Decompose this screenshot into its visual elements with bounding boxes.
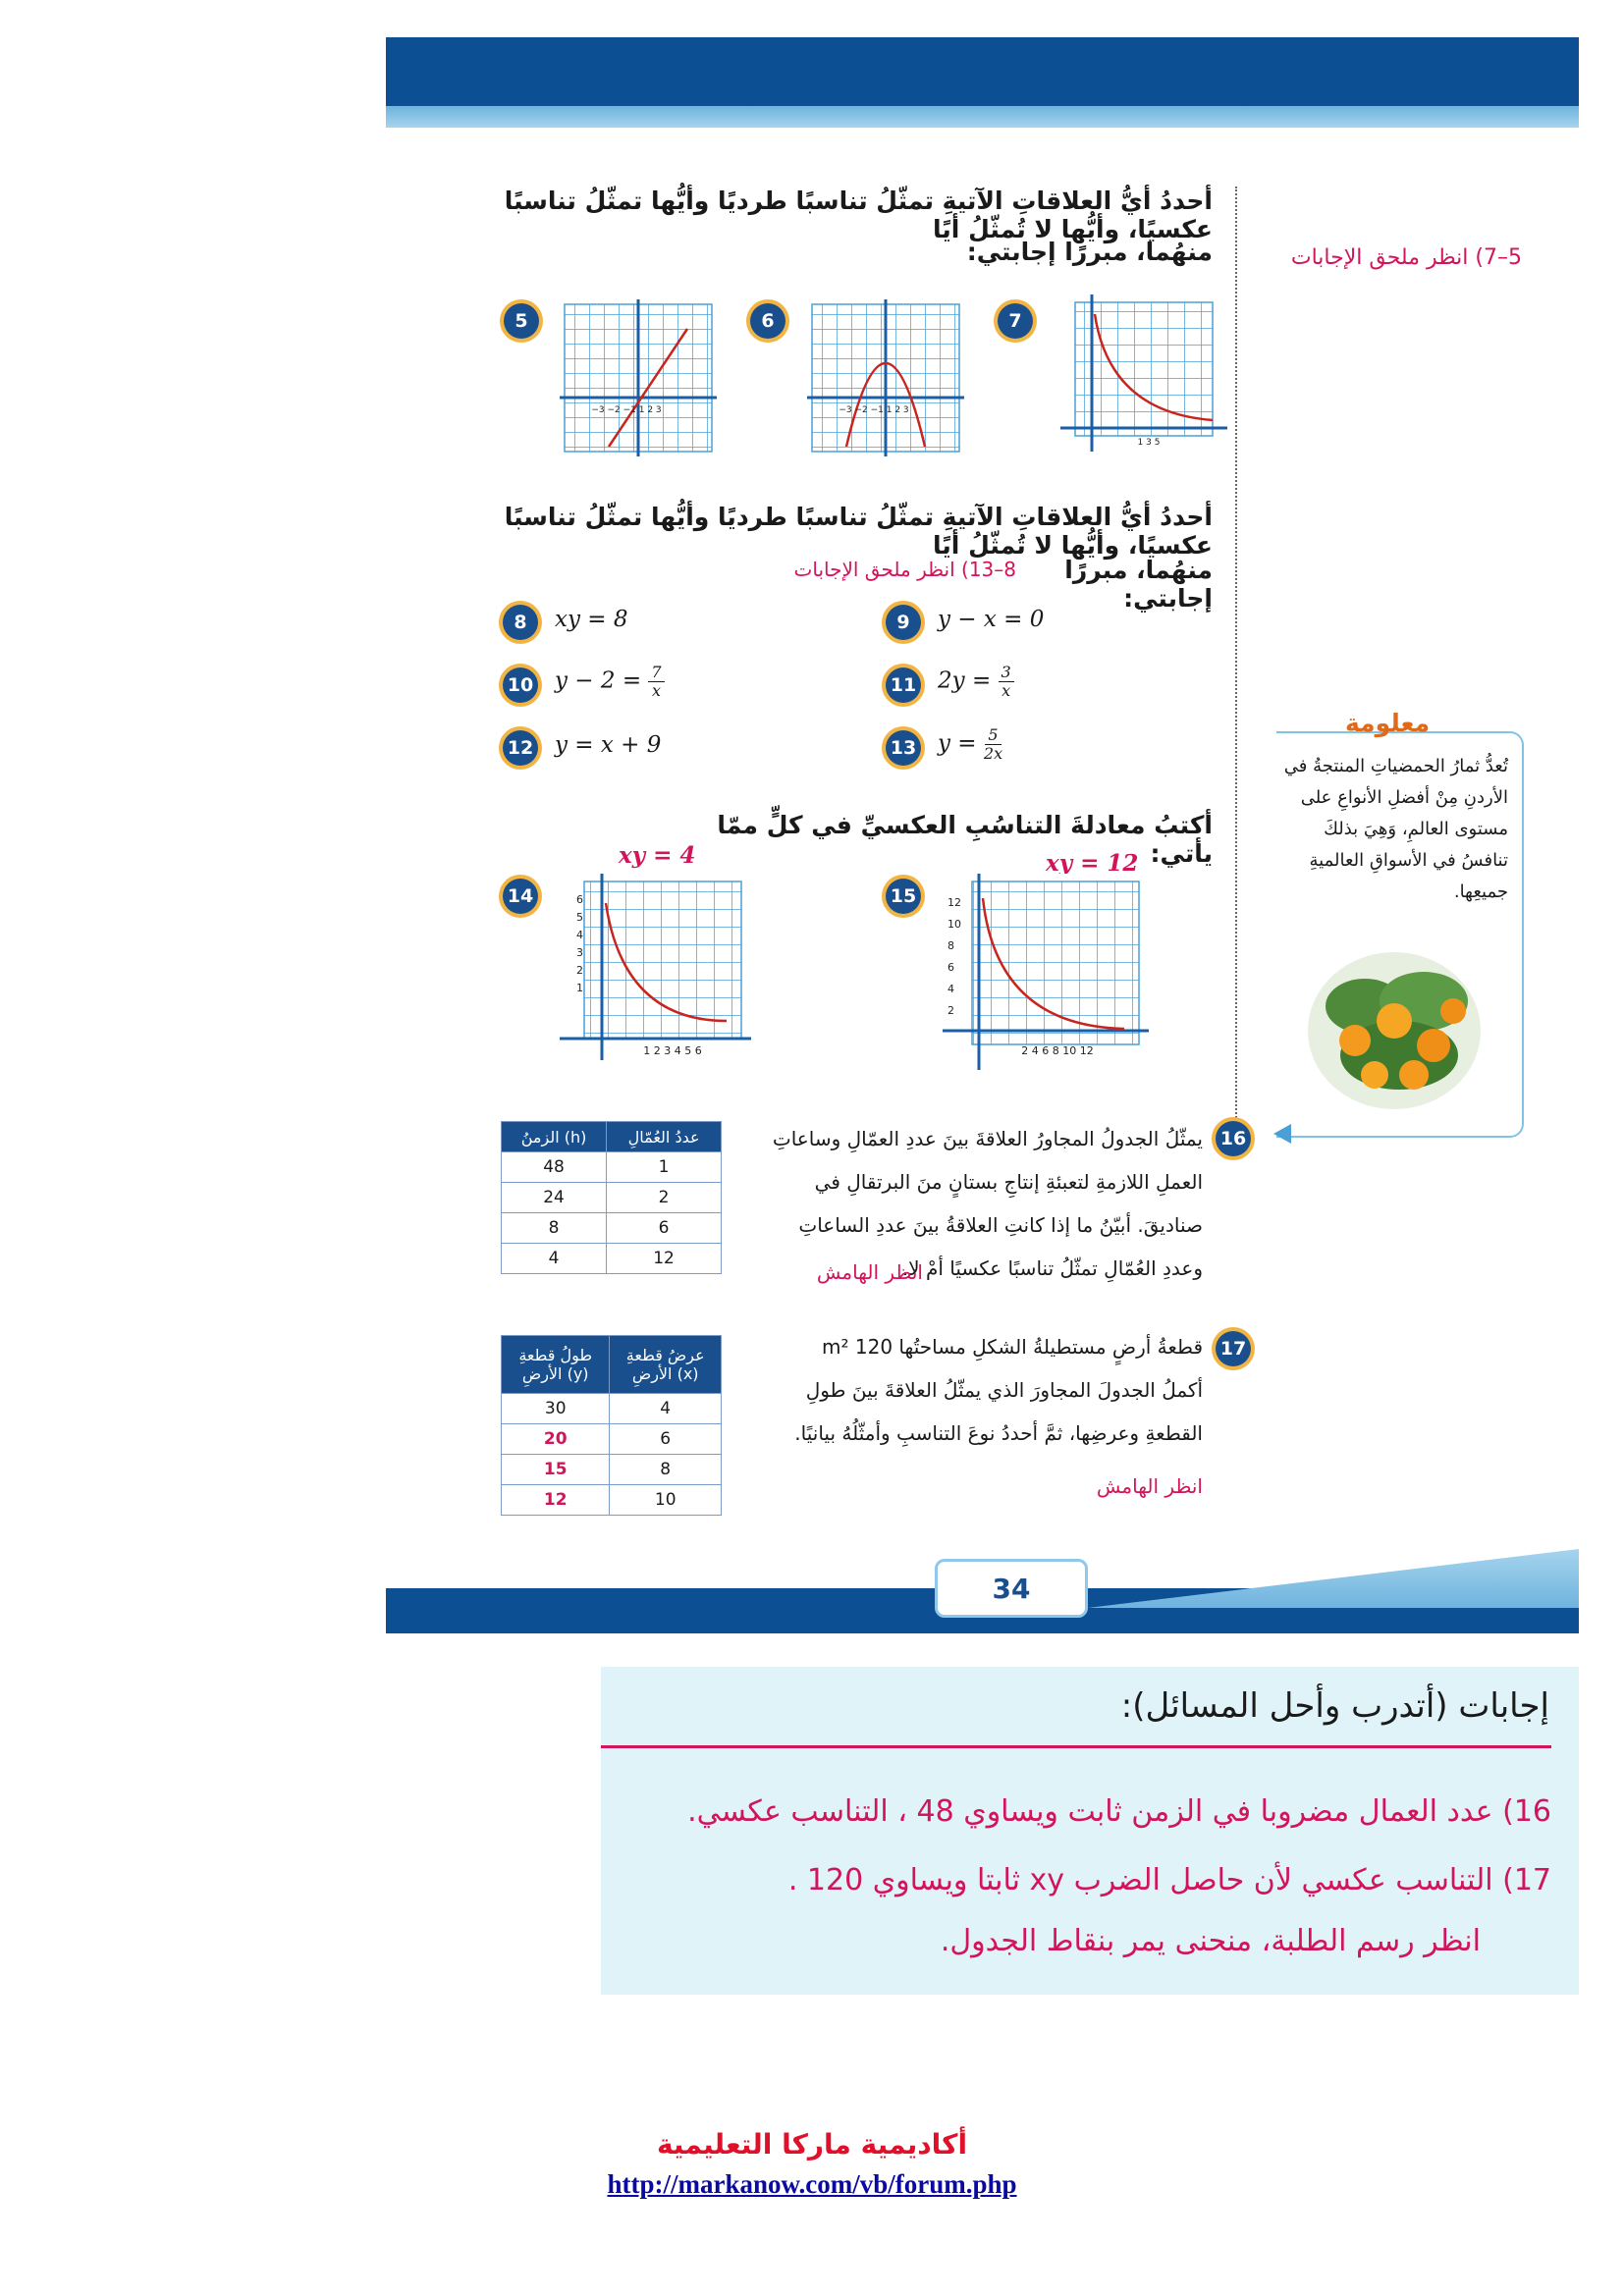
graph14-xticks: 1 2 3 4 5 6 <box>643 1044 702 1057</box>
question-number-11: 11 <box>886 667 921 703</box>
graph15-ytick-2: 2 <box>947 1004 954 1017</box>
q16-cell: 4 <box>502 1244 607 1274</box>
table-row <box>502 1183 722 1213</box>
equation-10-denominator: x <box>652 681 662 700</box>
equation-8: xy = 8 <box>555 607 628 632</box>
section1-title-line2: منهُما، مبررًا إجابتي: <box>966 238 1213 266</box>
question-number-7: 7 <box>998 303 1033 339</box>
table-row <box>502 1394 722 1424</box>
question-number-15: 15 <box>886 879 921 914</box>
graph6-xticks: −3 −2 −1 1 2 3 <box>839 405 909 415</box>
section2-note: 8–13) انظر ملحق الإجابات <box>793 558 1016 581</box>
question-number-12: 12 <box>503 730 538 766</box>
equation-10 <box>555 664 665 700</box>
graph-question-15 <box>938 874 1149 1070</box>
answers-divider <box>601 1745 1551 1748</box>
q17-header-length: طولُ قطعةِ الأرضِ (y) <box>502 1336 610 1394</box>
q16-table <box>501 1121 722 1274</box>
question-number-5: 5 <box>504 303 539 339</box>
q17-cell-answer: 15 <box>502 1455 610 1485</box>
section2-title-line1: أحددُ أيُّ العلاقاتِ الآتيةِ تمثّلُ تناسبًا طرديًا وأيُّها تمثّلُ تناسبًا عكسيًا، وأيُّها لا تُمثّلُ أيًا <box>504 503 1213 560</box>
q16-note: انظر الهامش <box>816 1260 923 1284</box>
q17-cell-answer: 20 <box>502 1424 610 1455</box>
equation-11 <box>938 664 1014 700</box>
question-number-13: 13 <box>886 730 921 766</box>
q17-cell: 10 <box>610 1485 722 1516</box>
q17-table <box>501 1335 722 1516</box>
graph-question-6 <box>807 299 969 456</box>
equation-9: y − x = 0 <box>938 607 1045 632</box>
graph7-xticks: 1 3 5 <box>1137 438 1161 448</box>
equation-13-numerator: 5 <box>985 726 1001 745</box>
graph15-ytick-10: 10 <box>947 918 961 931</box>
equation-10-left: y − 2 = <box>555 667 642 694</box>
question-number-6: 6 <box>750 303 785 339</box>
q16-header-time: الزمنُ (h) <box>502 1122 607 1152</box>
q17-cell: 30 <box>502 1394 610 1424</box>
equation-10-numerator: 7 <box>648 664 664 682</box>
q17-note: انظر الهامش <box>1096 1474 1203 1498</box>
equation-11-left: 2y = <box>938 667 992 694</box>
page-number: 34 <box>935 1559 1088 1618</box>
q16-cell: 48 <box>502 1152 607 1183</box>
question-number-17: 17 <box>1216 1331 1251 1366</box>
question-number-8: 8 <box>503 605 538 640</box>
q16-cell: 2 <box>607 1183 722 1213</box>
equation-11-denominator: x <box>1001 681 1011 700</box>
answer-17-note: انظر رسم الطلبة، منحنى يمر بنقاط الجدول. <box>940 1924 1481 1958</box>
info-title: معلومة <box>1345 709 1431 737</box>
q17-header-width: عرضُ قطعةِ الأرضِ (x) <box>610 1336 722 1394</box>
column-divider <box>1235 187 1237 1129</box>
table-row <box>502 1424 722 1455</box>
q16-header-workers: عددُ العُمّالِ <box>607 1122 722 1152</box>
q16-cell: 1 <box>607 1152 722 1183</box>
graph-question-7 <box>1051 294 1232 456</box>
graph15-ytick-4: 4 <box>947 983 954 995</box>
table-row <box>502 1152 722 1183</box>
answers-box <box>601 1667 1579 1995</box>
graph14-ytick-2: 2 <box>576 964 583 977</box>
table-row <box>502 1455 722 1485</box>
equation-11-numerator: 3 <box>999 664 1014 682</box>
side-note-answers: 5–7) انظر ملحق الإجابات <box>1290 245 1522 270</box>
graph14-ytick-5: 5 <box>576 911 583 924</box>
equation-13 <box>938 726 1002 763</box>
academy-name: أكاديمية ماركا التعليمية <box>656 2128 968 2161</box>
question-number-16: 16 <box>1216 1121 1251 1156</box>
answers-heading: إجابات (أتدرب وأحل المسائل): <box>1120 1686 1549 1726</box>
q17-cell: 6 <box>610 1424 722 1455</box>
graph-question-5 <box>560 299 722 456</box>
answer-14: xy = 4 <box>619 842 696 869</box>
graph-question-14 <box>555 874 751 1060</box>
q17-text1: قطعةُ أرضٍ مستطيلةُ الشكلِ مساحتُها 120 m² <box>822 1335 1203 1359</box>
q17-cell: 4 <box>610 1394 722 1424</box>
equation-13-denominator: 2x <box>983 744 1003 763</box>
equation-12: y = x + 9 <box>555 732 662 758</box>
question-number-10: 10 <box>503 667 538 703</box>
q16-cell: 6 <box>607 1213 722 1244</box>
section3-title: أكتبُ معادلةَ التناسُبِ العكسيِّ في كلٍّ ممّا يأتي: <box>717 811 1213 868</box>
orange-tree-image <box>1306 947 1483 1114</box>
graph15-ytick-8: 8 <box>947 939 954 952</box>
table-row <box>502 1485 722 1516</box>
answer-16: 16) عدد العمال مضروبا في الزمن ثابت ويساوي 48 ، التناسب عكسي. <box>687 1794 1551 1829</box>
q17-cell-answer: 12 <box>502 1485 610 1516</box>
graph14-ytick-6: 6 <box>576 893 583 906</box>
question-number-14: 14 <box>503 879 538 914</box>
q16-cell: 8 <box>502 1213 607 1244</box>
info-arrow-icon <box>1272 1119 1301 1148</box>
graph5-xticks: −3 −2 −1 1 2 3 <box>591 405 662 415</box>
q16-text: يمثّلُ الجدولُ المجاورُ العلاقةَ بينَ عددِ العمّالِ وساعاتِ العملِ اللازمةِ لتعبئةِ إنتاجِ بستانٍ منَ البرتقالِ في صناديقَ. أبيّنُ ما إذا كانتِ العلاقةُ بينَ عددِ الساعاتِ وعددِ العُمّالِ تمثّلُ تناسبًا عكسيًا أمْ لا. <box>772 1127 1203 1280</box>
answer-17: 17) التناسب عكسي لأن حاصل الضرب xy ثابتا ويساوي 120 . <box>787 1863 1551 1897</box>
graph14-ytick-4: 4 <box>576 929 583 941</box>
section2-title-line2: منهُما، مبررًا إجابتي: <box>1064 556 1213 613</box>
q16-cell: 12 <box>607 1244 722 1274</box>
answer-15: xy = 12 <box>1046 850 1139 877</box>
graph14-ytick-3: 3 <box>576 946 583 959</box>
info-text: تُعدُّ ثمارُ الحمضياتِ المنتجةُ في الأردنِ مِنْ أفضلِ الأنواعِ على مستوى العالمِ، وَهِيَ بذلكَ تنافسُ في الأسواقِ العالميةِ جميعِها. <box>1283 756 1508 902</box>
q17-cell: 8 <box>610 1455 722 1485</box>
graph15-xticks: 2 4 6 8 10 12 <box>1021 1044 1094 1057</box>
section1-title-line1: أحددُ أيُّ العلاقاتِ الآتيةِ تمثّلُ تناسبًا طرديًا وأيُّها تمثّلُ تناسبًا عكسيًا، وأيُّها لا تُمثّلُ أيًا <box>504 187 1213 243</box>
header-band <box>386 37 1579 128</box>
q16-cell: 24 <box>502 1183 607 1213</box>
graph15-ytick-6: 6 <box>947 961 954 974</box>
q17-text2: أكملُ الجدولَ المجاورَ الذي يمثّلُ العلاقةَ بينَ طولِ القطعةِ وعرضِها، ثمَّ أحددُ نوعَ التناسبِ وأمثّلُهُ بيانيًا. <box>794 1378 1203 1445</box>
table-row <box>502 1213 722 1244</box>
graph14-ytick-1: 1 <box>576 982 583 994</box>
forum-link[interactable]: http://markanow.com/vb/forum.php <box>607 2169 1017 2199</box>
equation-13-left: y = <box>938 730 977 757</box>
table-row <box>502 1244 722 1274</box>
graph15-ytick-12: 12 <box>947 896 961 909</box>
question-number-9: 9 <box>886 605 921 640</box>
